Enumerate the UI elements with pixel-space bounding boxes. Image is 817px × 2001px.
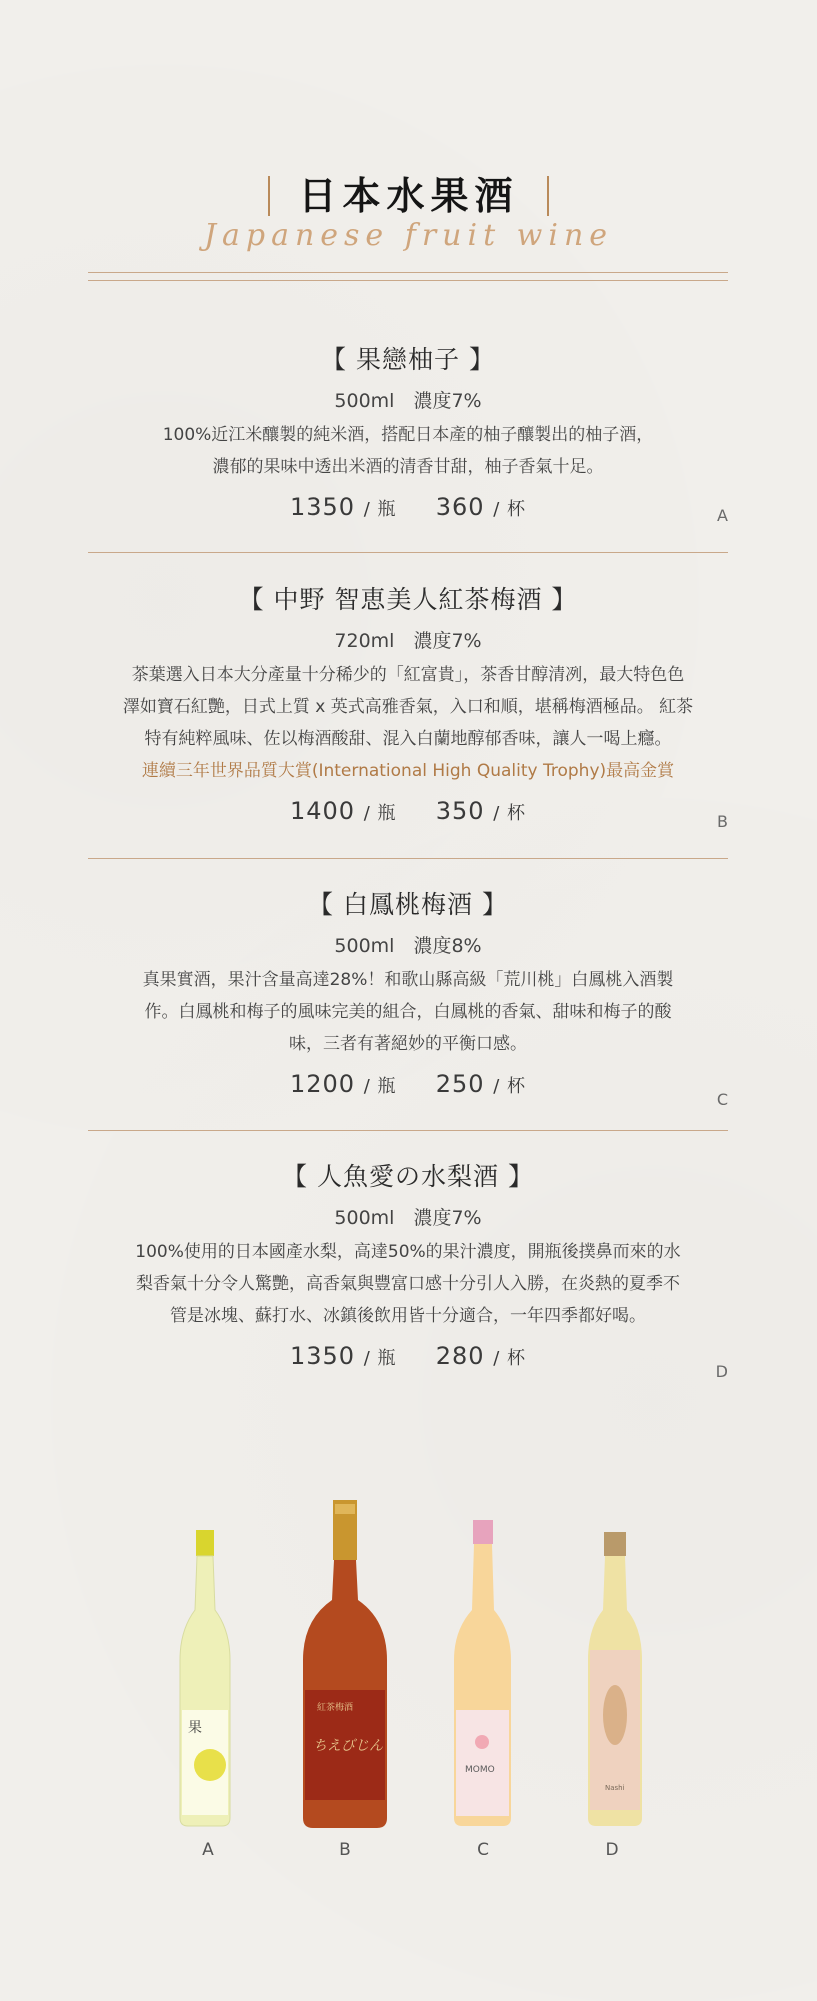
glass-price: 360 [435,493,485,521]
menu-header [0,168,817,253]
bottle-a-image [170,1500,240,1830]
menu-item-d [88,1157,728,1381]
bottle-label-d: D [605,1840,619,1860]
glass-price: 250 [435,1070,485,1098]
bottle-b-image [295,1500,395,1830]
description-line: 味，三者有著絕妙的平衡口感。 [289,1034,527,1054]
bottle-price: 1350 [289,493,356,521]
item-divider [88,858,728,859]
menu-item-b [88,580,728,831]
glass-unit: / 杯 [493,499,527,520]
bottle-b-label-top: 紅茶梅酒 [317,1703,354,1713]
menu-item-a [88,340,728,525]
header-divider-top [88,272,728,273]
bottle-d-label-text: Nashi [605,1784,625,1792]
item-spec: 500ml 濃度7% [334,1207,482,1229]
bottle-unit: / 瓶 [363,1076,397,1097]
description-line: 澤如寶石紅艷，日式上質 x 英式高雅香氣，入口和順，堪稱梅酒極品。 紅茶 [122,697,694,717]
item-code: A [717,506,728,525]
item-spec: 500ml 濃度8% [334,935,482,957]
bottle-price: 1350 [289,1342,356,1370]
bottle-label-b: B [339,1840,351,1860]
item-description [88,964,728,1060]
page-subtitle: Japanese fruit wine [203,218,614,253]
bottle-price: 1200 [289,1070,356,1098]
award-note: 連續三年世界品質大賞(International High Quality Trophy)最高金賞 [141,761,675,781]
description-line: 真果實酒，果汁含量高達28%！和歌山縣高級「荒川桃」白鳳桃入酒製 [142,970,674,990]
item-spec: 720ml 濃度7% [334,630,482,652]
description-line: 濃郁的果味中透出米酒的清香甘甜，柚子香氣十足。 [212,457,604,477]
item-code: C [716,1090,728,1109]
item-price [88,1342,728,1370]
item-description [88,419,728,483]
item-description [88,1236,728,1332]
glass-unit: / 杯 [493,803,527,824]
title-left-bar [268,176,270,216]
item-spec: 500ml 濃度7% [334,390,482,412]
menu-item-c [88,885,728,1109]
description-line: 梨香氣十分令人驚艷，高香氣與豐富口感十分引人入勝，在炎熱的夏季不 [136,1274,680,1294]
bottle-c-label-text: MOMO [465,1765,495,1775]
item-divider [88,1130,728,1131]
description-line: 特有純粹風味、佐以梅酒酸甜、混入白蘭地醇郁香味，讓人一喝上癮。 [144,729,672,749]
bottle-unit: / 瓶 [363,803,397,824]
bottle-c-image [445,1500,520,1830]
glass-unit: / 杯 [493,1348,527,1369]
description-line: 茶葉選入日本大分產量十分稀少的「紅富貴」，茶香甘醇清冽，最大特色色 [131,665,685,685]
page-title: 日本水果酒 [298,173,519,218]
bottle-gallery [0,1500,817,1830]
description-line: 作。白鳳桃和梅子的風味完美的組合，白鳳桃的香氣、甜味和梅子的酸 [144,1002,672,1022]
header-divider-bottom [88,280,728,281]
item-price [88,797,728,825]
bottle-b-label-script: ちえびじん [313,1738,383,1754]
glass-price: 280 [435,1342,485,1370]
item-price [88,493,728,521]
item-code: B [717,812,728,831]
item-price [88,1070,728,1098]
glass-price: 350 [435,797,485,825]
bottle-unit: / 瓶 [363,499,397,520]
bottle-price: 1400 [289,797,356,825]
bottle-d-image [580,1500,650,1830]
glass-unit: / 杯 [493,1076,527,1097]
bottle-label-a: A [202,1840,214,1860]
item-name: 【 果戀柚子 】 [321,345,495,374]
title-right-bar [547,176,549,216]
bottle-label-c: C [477,1840,489,1860]
bottle-unit: / 瓶 [363,1348,397,1369]
description-line: 管是冰塊、蘇打水、冰鎮後飲用皆十分適合，一年四季都好喝。 [170,1306,646,1326]
item-name: 【 白鳳桃梅酒 】 [308,890,508,919]
item-code: D [715,1362,728,1381]
bottle-a-label-text: 果 [188,1720,202,1736]
item-name: 【 中野 智恵美人紅茶梅酒 】 [238,585,578,614]
item-description [88,659,728,755]
description-line: 100%使用的日本國產水梨，高達50%的果汁濃度，開瓶後撲鼻而來的水 [135,1242,681,1262]
description-line: 100%近江米釀製的純米酒，搭配日本產的柚子釀製出的柚子酒， [162,425,654,445]
item-divider [88,552,728,553]
title-block [268,168,548,224]
item-name: 【 人魚愛の水梨酒 】 [282,1162,534,1191]
